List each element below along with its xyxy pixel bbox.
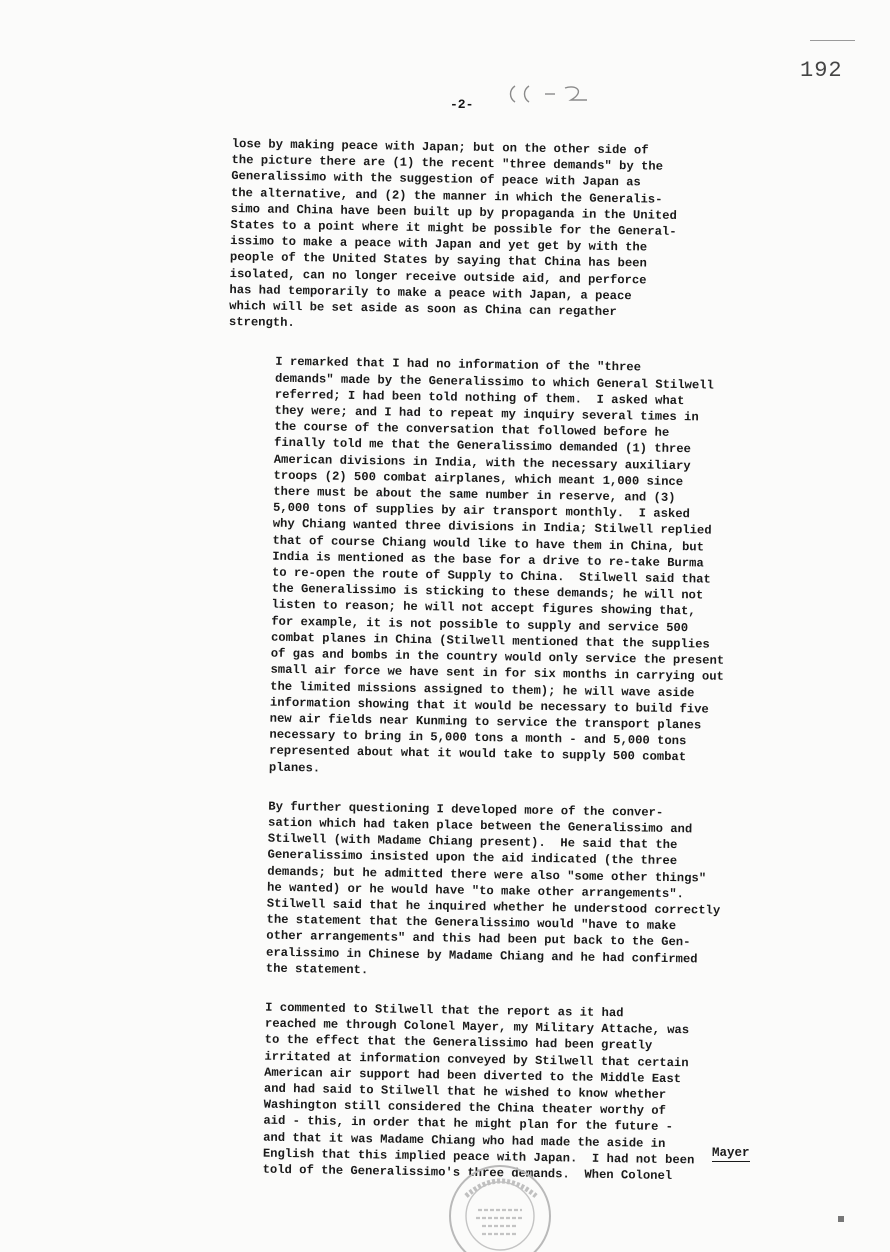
text-line: aid - this, in order that he might plan for the future - bbox=[263, 1113, 674, 1135]
text-line: Generalissimo insisted upon the aid indicated (the three bbox=[267, 847, 678, 869]
text-line: the Generalissimo is sticking to these demands; he will not bbox=[271, 581, 704, 603]
archive-stamp bbox=[444, 1160, 556, 1252]
text-line: they were; and I had to repeat my inquiry several times in bbox=[274, 403, 699, 425]
page-header: -2- bbox=[450, 97, 474, 112]
text-line: listen to reason; he will not accept figures showing that, bbox=[271, 598, 696, 619]
text-line: which will be set aside as soon as China can regather bbox=[229, 299, 617, 320]
text-line: the limited missions assigned to them); he will wave aside bbox=[270, 679, 695, 700]
text-line: irritated at information conveyed by Stilwell that certain bbox=[264, 1049, 689, 1070]
text-line: to the effect that the Generalissimo had been greatly bbox=[264, 1032, 653, 1054]
text-line: necessary to bring in 5,000 tons a month - and 5,000 tons bbox=[269, 727, 687, 749]
text-line: people of the United States by saying that China has been bbox=[229, 250, 647, 271]
text-line: told of the Generalissimo's three demands. When Colonel bbox=[262, 1162, 673, 1184]
text-line: troops (2) 500 combat airplanes, which meant 1,000 since bbox=[273, 468, 684, 489]
text-line: new air fields near Kunming to service the transport planes bbox=[269, 711, 702, 733]
text-line: and that it was Madame Chiang who had made the aside in bbox=[263, 1130, 666, 1151]
text-line: sation which had taken place between the Generalissimo and bbox=[267, 815, 693, 837]
text-line: reached me through Colonel Mayer, my Military Attache, was bbox=[264, 1016, 690, 1038]
text-line: the picture there are (1) the recent "three demands" by the bbox=[231, 153, 664, 174]
text-line: Generalissimo with the suggestion of peace with Japan as bbox=[231, 169, 641, 190]
text-line: lose by making peace with Japan; but on the other side of bbox=[231, 136, 649, 158]
text-line: demands" made by the Generalissimo to which General Stilwell bbox=[274, 371, 714, 393]
handwritten-mark bbox=[505, 78, 595, 106]
text-line: issimo to make a peace with Japan and yet get by with the bbox=[230, 234, 648, 255]
text-line: information showing that it would be necessary to build five bbox=[269, 695, 709, 717]
text-line: the statement. bbox=[265, 961, 369, 977]
text-line: isolated, can no longer receive outside aid, and perforce bbox=[229, 266, 647, 288]
text-line: Stilwell said that he inquired whether he understood correctly bbox=[266, 896, 721, 918]
text-line: Stilwell (with Madame Chiang present). He said that the bbox=[267, 831, 678, 853]
text-line: strength. bbox=[228, 315, 295, 331]
text-line: referred; I had been told nothing of them. I asked what bbox=[274, 387, 685, 408]
text-line: States to a point where it might be possible for the General- bbox=[230, 218, 677, 240]
body-text bbox=[215, 128, 824, 1209]
text-line: American air support had been diverted to the Middle East bbox=[264, 1065, 682, 1086]
text-line: has had temporarily to make a peace with Japan, a peace bbox=[229, 282, 632, 304]
text-line: simo and China have been built up by propaganda in the United bbox=[230, 201, 677, 223]
text-line: eralissimo in Chinese by Madame Chiang and he had confirmed bbox=[265, 945, 698, 966]
text-line: By further questioning I developed more of the conver- bbox=[268, 799, 664, 820]
paragraph-2 bbox=[222, 353, 821, 784]
text-line: 5,000 tons of supplies by air transport monthly. I asked bbox=[272, 500, 690, 522]
text-line: finally told me that the Generalissimo demanded (1) three bbox=[273, 436, 692, 457]
text-line: the course of the conversation that followed before he bbox=[274, 419, 670, 441]
archive-page-number: 192 bbox=[800, 58, 843, 83]
text-line: that of course Chiang would like to have them in China, but bbox=[272, 533, 705, 555]
text-line: other arrangements" and this had been put back to the Gen- bbox=[266, 928, 691, 950]
text-line: represented about what it would take to supply 500 combat bbox=[269, 743, 687, 765]
text-line: to re-open the route of Supply to China. Stilwell said that bbox=[271, 565, 711, 587]
text-line: American divisions in India, with the necessary auxiliary bbox=[273, 452, 691, 473]
catchword: Mayer bbox=[712, 1146, 750, 1160]
text-line: there must be about the same number in reserve, and (3) bbox=[273, 484, 676, 506]
text-line: small air force we have sent in for six months in carrying out bbox=[270, 662, 724, 685]
text-line: planes. bbox=[268, 760, 321, 775]
text-line: demands; but he admitted there were also "some other things" bbox=[267, 864, 707, 886]
text-line: of gas and bombs in the country would only service the present bbox=[270, 646, 725, 668]
text-line: and had said to Stilwell that he wished to know whether bbox=[263, 1081, 667, 1102]
top-margin-rule bbox=[810, 40, 855, 41]
text-line: I remarked that I had no information of the "three bbox=[275, 355, 642, 375]
paragraph-1 bbox=[229, 136, 824, 340]
text-line: for example, it is not possible to supply and service 500 bbox=[271, 614, 689, 635]
text-line: I commented to Stilwell that the report as it had bbox=[265, 1000, 624, 1021]
text-line: India is mentioned as the base for a drive to re-take Burma bbox=[272, 549, 704, 571]
text-line: Washington still considered the China theater worthy of bbox=[263, 1097, 666, 1119]
edge-mark bbox=[838, 1216, 844, 1222]
text-line: the statement that the Generalissimo would "have to make bbox=[266, 912, 677, 934]
text-line: he wanted) or he would have "to make other arrangements". bbox=[266, 880, 685, 901]
text-line: English that this implied peace with Japan. I had not been bbox=[262, 1146, 695, 1168]
paragraph-3 bbox=[219, 798, 814, 986]
text-line: the alternative, and (2) the manner in which the Generalis- bbox=[230, 185, 663, 207]
text-line: combat planes in China (Stilwell mentioned that the supplies bbox=[270, 630, 710, 652]
text-line: why Chiang wanted three divisions in India; Stilwell replied bbox=[272, 517, 712, 539]
